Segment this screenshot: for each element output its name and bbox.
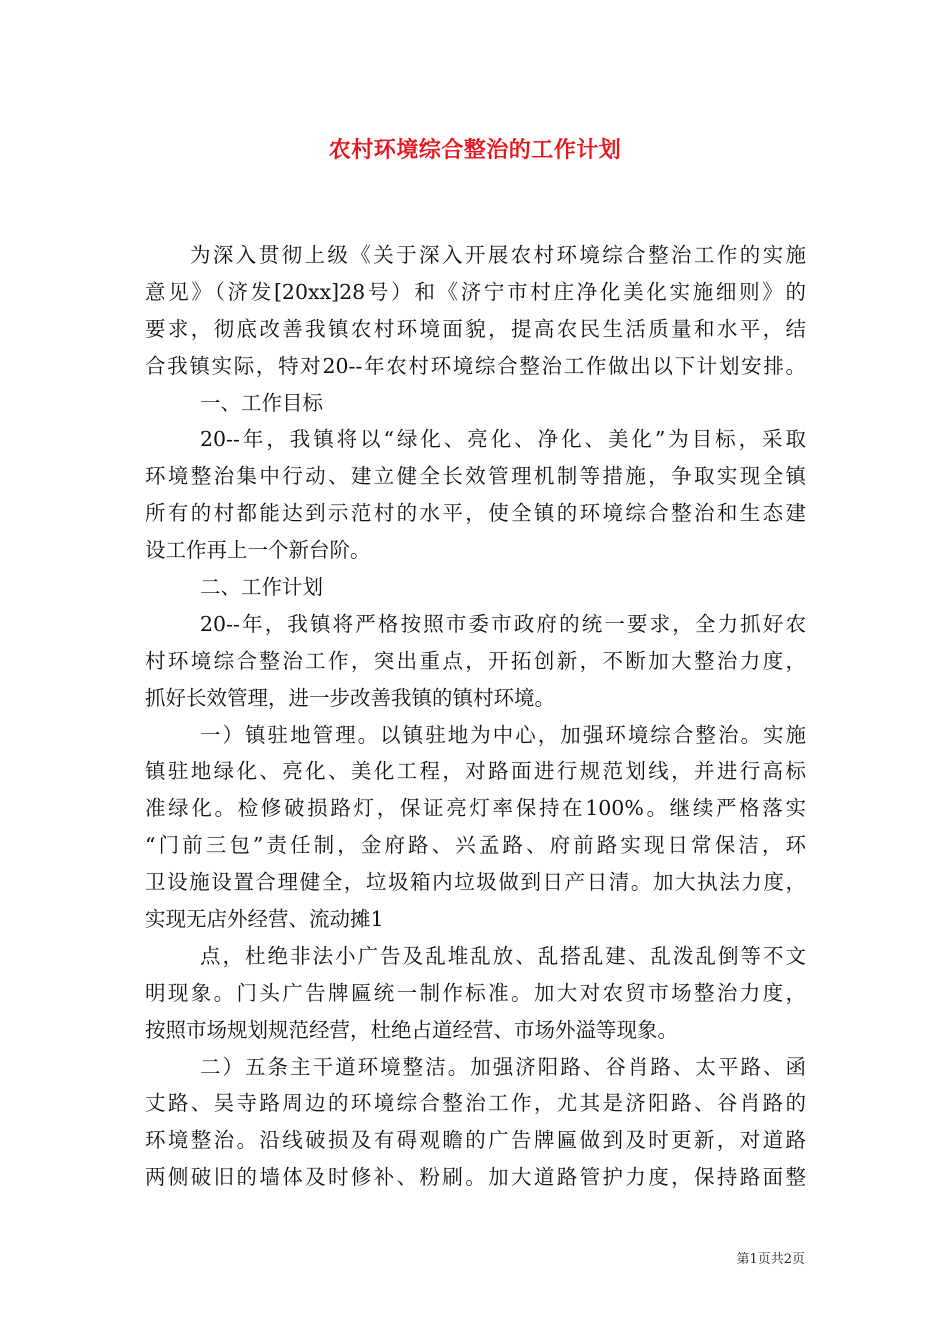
text-line: 所有的村都能达到示范村的水平，使全镇的环境综合整治和生态建 (145, 501, 806, 526)
text-line: 一）镇驻地管理。以镇驻地为中心，加强环境综合整治。实施 (200, 722, 806, 747)
text-line: 二）五条主干道环境整洁。加强济阳路、谷肖路、太平路、函 (200, 1054, 806, 1079)
text-line: 准绿化。检修破损路灯，保证亮灯率保持在100%。继续严格落实 (145, 796, 806, 821)
text-line: 环境整治集中行动、建立健全长效管理机制等措施，争取实现全镇 (145, 464, 806, 489)
text-line: 抓好长效管理，进一步改善我镇的镇村环境。 (145, 685, 555, 710)
text-line: 20--年，我镇将严格按照市委市政府的统一要求，全力抓好农 (200, 611, 806, 636)
text-line: 点，杜绝非法小广告及乱堆乱放、乱搭乱建、乱泼乱倒等不文 (200, 943, 806, 968)
text-line: 丈路、吴寺路周边的环境综合整治工作，尤其是济阳路、谷肖路的 (145, 1091, 806, 1116)
text-line: 二、工作计划 (200, 575, 323, 600)
text-line: 一、工作目标 (200, 390, 323, 415)
text-line: 合我镇实际，特对20--年农村环境综合整治工作做出以下计划安排。 (145, 353, 806, 378)
text-line: 两侧破旧的墙体及时修补、粉刷。加大道路管护力度，保持路面整 (145, 1165, 806, 1190)
text-line: 实现无店外经营、流动摊1 (145, 907, 384, 932)
text-line: 要求，彻底改善我镇农村环境面貌，提高农民生活质量和水平，结 (145, 316, 806, 341)
text-line: 设工作再上一个新台阶。 (145, 538, 371, 563)
text-line: 卫设施设置合理健全，垃圾箱内垃圾做到日产日清。加大执法力度， (145, 870, 806, 895)
text-line: 按照市场规划规范经营，杜绝占道经营、市场外溢等现象。 (145, 1017, 678, 1042)
text-line: 意见》（济发[20xx]28号）和《济宁市村庄净化美化实施细则》的 (145, 279, 806, 304)
text-line: 为深入贯彻上级《关于深入开展农村环境综合整治工作的实施 (190, 243, 806, 267)
text-line: “门前三包”责任制，金府路、兴孟路、府前路实现日常保洁，环 (145, 833, 806, 858)
text-line: 环境整治。沿线破损及有碍观瞻的广告牌匾做到及时更新，对道路 (145, 1128, 806, 1153)
text-line: 明现象。门头广告牌匾统一制作标准。加大对农贸市场整治力度， (145, 980, 806, 1005)
text-line: 镇驻地绿化、亮化、美化工程，对路面进行规范划线，并进行高标 (145, 759, 806, 784)
page-number: 第1页共2页 (736, 1252, 805, 1267)
text-line: 20--年，我镇将以“绿化、亮化、净化、美化”为目标，采取 (200, 427, 806, 452)
document-title: 农村环境综合整治的工作计划 (328, 137, 622, 163)
document-body (145, 237, 806, 1196)
text-line: 村环境综合整治工作，突出重点，开拓创新，不断加大整治力度， (145, 648, 806, 673)
